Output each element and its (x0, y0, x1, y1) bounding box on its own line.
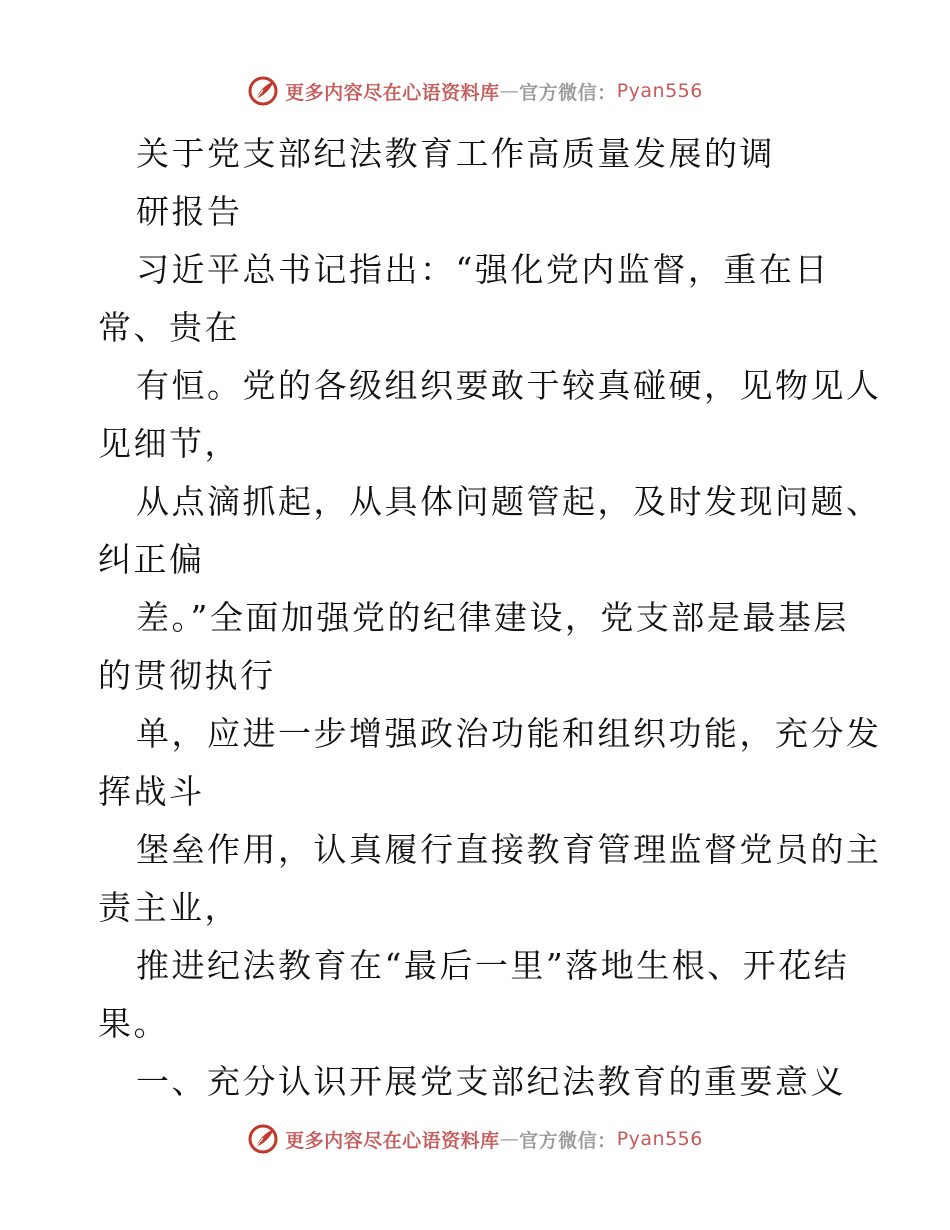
text-line: 一、充分认识开展党支部纪法教育的重要意义 (136, 1062, 846, 1101)
document-body (98, 125, 882, 1111)
text-line: 纠正偏 (98, 540, 205, 579)
text-line: 堡垒作用，认真履行直接教育管理监督党员的主 (136, 830, 882, 869)
text-line: 挥战斗 (98, 772, 205, 811)
text-line: 果。 (98, 1004, 169, 1043)
text-line: 常、贵在 (98, 308, 240, 347)
text-line: 见细节， (98, 424, 240, 463)
watermark-wechat-id: Pyan556 (616, 80, 703, 102)
watermark-dash: — (499, 80, 520, 102)
watermark-text: 更多内容尽在心语资料库 (285, 1129, 500, 1152)
watermark-text: 更多内容尽在心语资料库 (285, 81, 500, 104)
header-watermark (0, 73, 950, 109)
watermark-official-label: 官方微信： (519, 1129, 617, 1152)
watermark-dash: — (499, 1128, 520, 1150)
watermark-official-label: 官方微信： (519, 81, 617, 104)
text-line: 关于党支部纪法教育工作高质量发展的调 (136, 134, 775, 173)
feather-pen-logo-icon (247, 75, 279, 107)
text-line: 习近平总书记指出：“强化党内监督，重在日 (136, 250, 830, 289)
text-line: 有恒。党的各级组织要敢于较真碰硬，见物见人 (136, 366, 882, 405)
text-line: 研报告 (136, 192, 243, 231)
footer-watermark (0, 1121, 950, 1157)
feather-pen-logo-icon (247, 1123, 279, 1155)
text-line: 单，应进一步增强政治功能和组织功能，充分发 (136, 714, 882, 753)
text-line: 推进纪法教育在“最后一里”落地生根、开花结 (136, 946, 850, 985)
text-line: 从点滴抓起，从具体问题管起，及时发现问题、 (136, 482, 882, 521)
text-line: 责主业， (98, 888, 240, 927)
text-line: 的贯彻执行 (98, 656, 276, 695)
text-line: 差。”全面加强党的纪律建设，党支部是最基层 (136, 598, 849, 637)
watermark-wechat-id: Pyan556 (616, 1128, 703, 1150)
